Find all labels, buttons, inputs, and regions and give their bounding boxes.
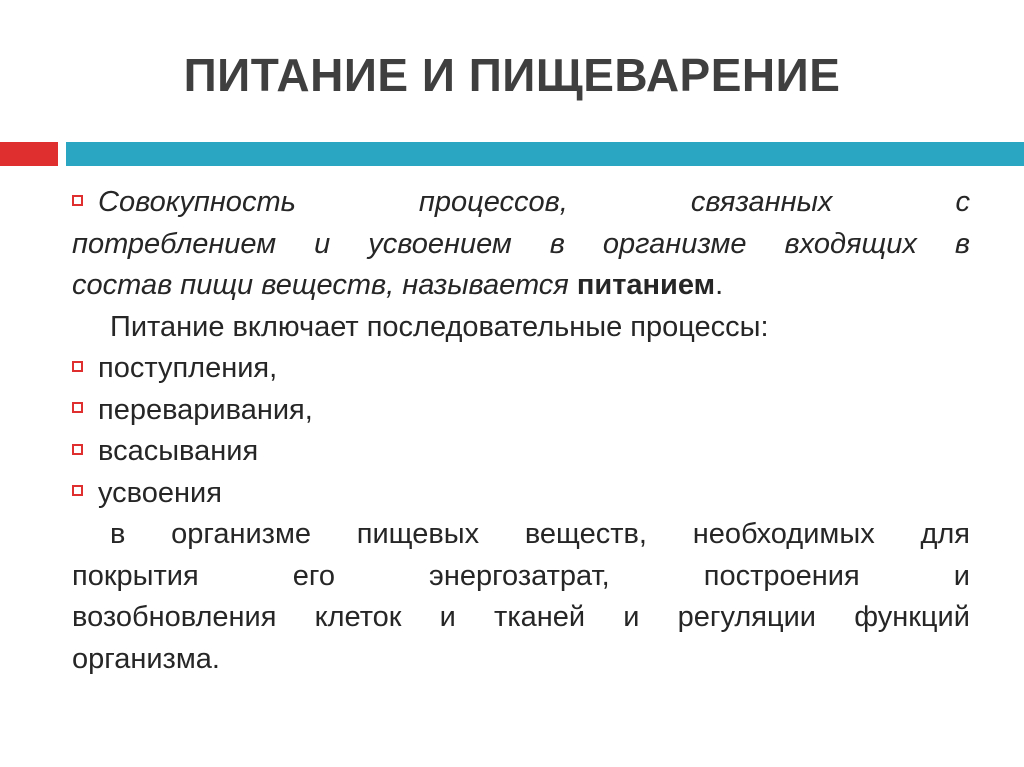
definition-word: входящих (784, 227, 917, 260)
conclusion-word: необходимых (692, 518, 875, 550)
conclusion-line-3 (72, 597, 970, 639)
accent-bar-blue (66, 142, 1024, 166)
conclusion-word: построения (703, 559, 860, 592)
definition-word: организме (602, 227, 747, 260)
hollow-square-bullet-icon (72, 361, 83, 372)
list-item-label: поступления, (98, 352, 278, 384)
conclusion-line-2 (72, 556, 970, 598)
definition-word: усвоением (368, 227, 512, 260)
conclusion-word: в (110, 518, 126, 550)
slide-body (72, 182, 970, 680)
definition-line-3 (72, 265, 970, 307)
conclusion-word: возобновления (72, 601, 277, 633)
conclusion-word: клеток (314, 601, 402, 633)
hollow-square-bullet-icon (72, 195, 83, 206)
definition-word: Совокупность (98, 186, 296, 218)
list-item (72, 473, 970, 515)
conclusion-line-4: организма. (72, 642, 220, 675)
conclusion-word: организме (171, 518, 312, 550)
hollow-square-bullet-icon (72, 444, 83, 455)
definition-word: связанных (690, 186, 833, 218)
conclusion-word: покрытия (72, 559, 199, 592)
definition-text: состав пищи веществ, называется (72, 269, 577, 301)
list-item-label: переваривания, (98, 393, 313, 426)
list-item (72, 348, 970, 390)
definition-line-2 (72, 224, 970, 266)
definition-term: питанием (576, 269, 716, 301)
hollow-square-bullet-icon (72, 485, 83, 496)
definition-word: в (549, 227, 565, 260)
conclusion-word: веществ, (524, 518, 647, 550)
conclusion-word: и (953, 559, 970, 592)
definition-period: . (715, 269, 724, 301)
definition-word: и (314, 227, 331, 260)
definition-word: в (954, 227, 970, 260)
conclusion-word: пищевых (356, 518, 480, 550)
definition-word: потреблением (72, 227, 277, 260)
conclusion-line-1 (72, 514, 970, 556)
conclusion-word: его (292, 559, 335, 592)
conclusion-word: регуляции (677, 601, 817, 633)
conclusion-word: энергозатрат, (429, 559, 610, 592)
list-item-label: усвоения (98, 476, 222, 509)
definition-word: процессов, (418, 186, 568, 218)
list-item-label: всасывания (98, 435, 259, 467)
conclusion-word: для (920, 518, 970, 550)
list-item (72, 431, 970, 473)
conclusion-word: функций (854, 601, 970, 633)
conclusion-word: и (623, 601, 640, 633)
processes-intro: Питание включает последовательные процессы: (110, 310, 769, 343)
definition-word: с (955, 186, 970, 218)
accent-bar-red (0, 142, 58, 166)
conclusion-word: тканей (494, 601, 586, 633)
hollow-square-bullet-icon (72, 402, 83, 413)
definition-line-1 (72, 182, 970, 224)
list-item (72, 390, 970, 432)
conclusion-word: и (439, 601, 456, 633)
slide-title: ПИТАНИЕ И ПИЩЕВАРЕНИЕ (183, 49, 841, 101)
